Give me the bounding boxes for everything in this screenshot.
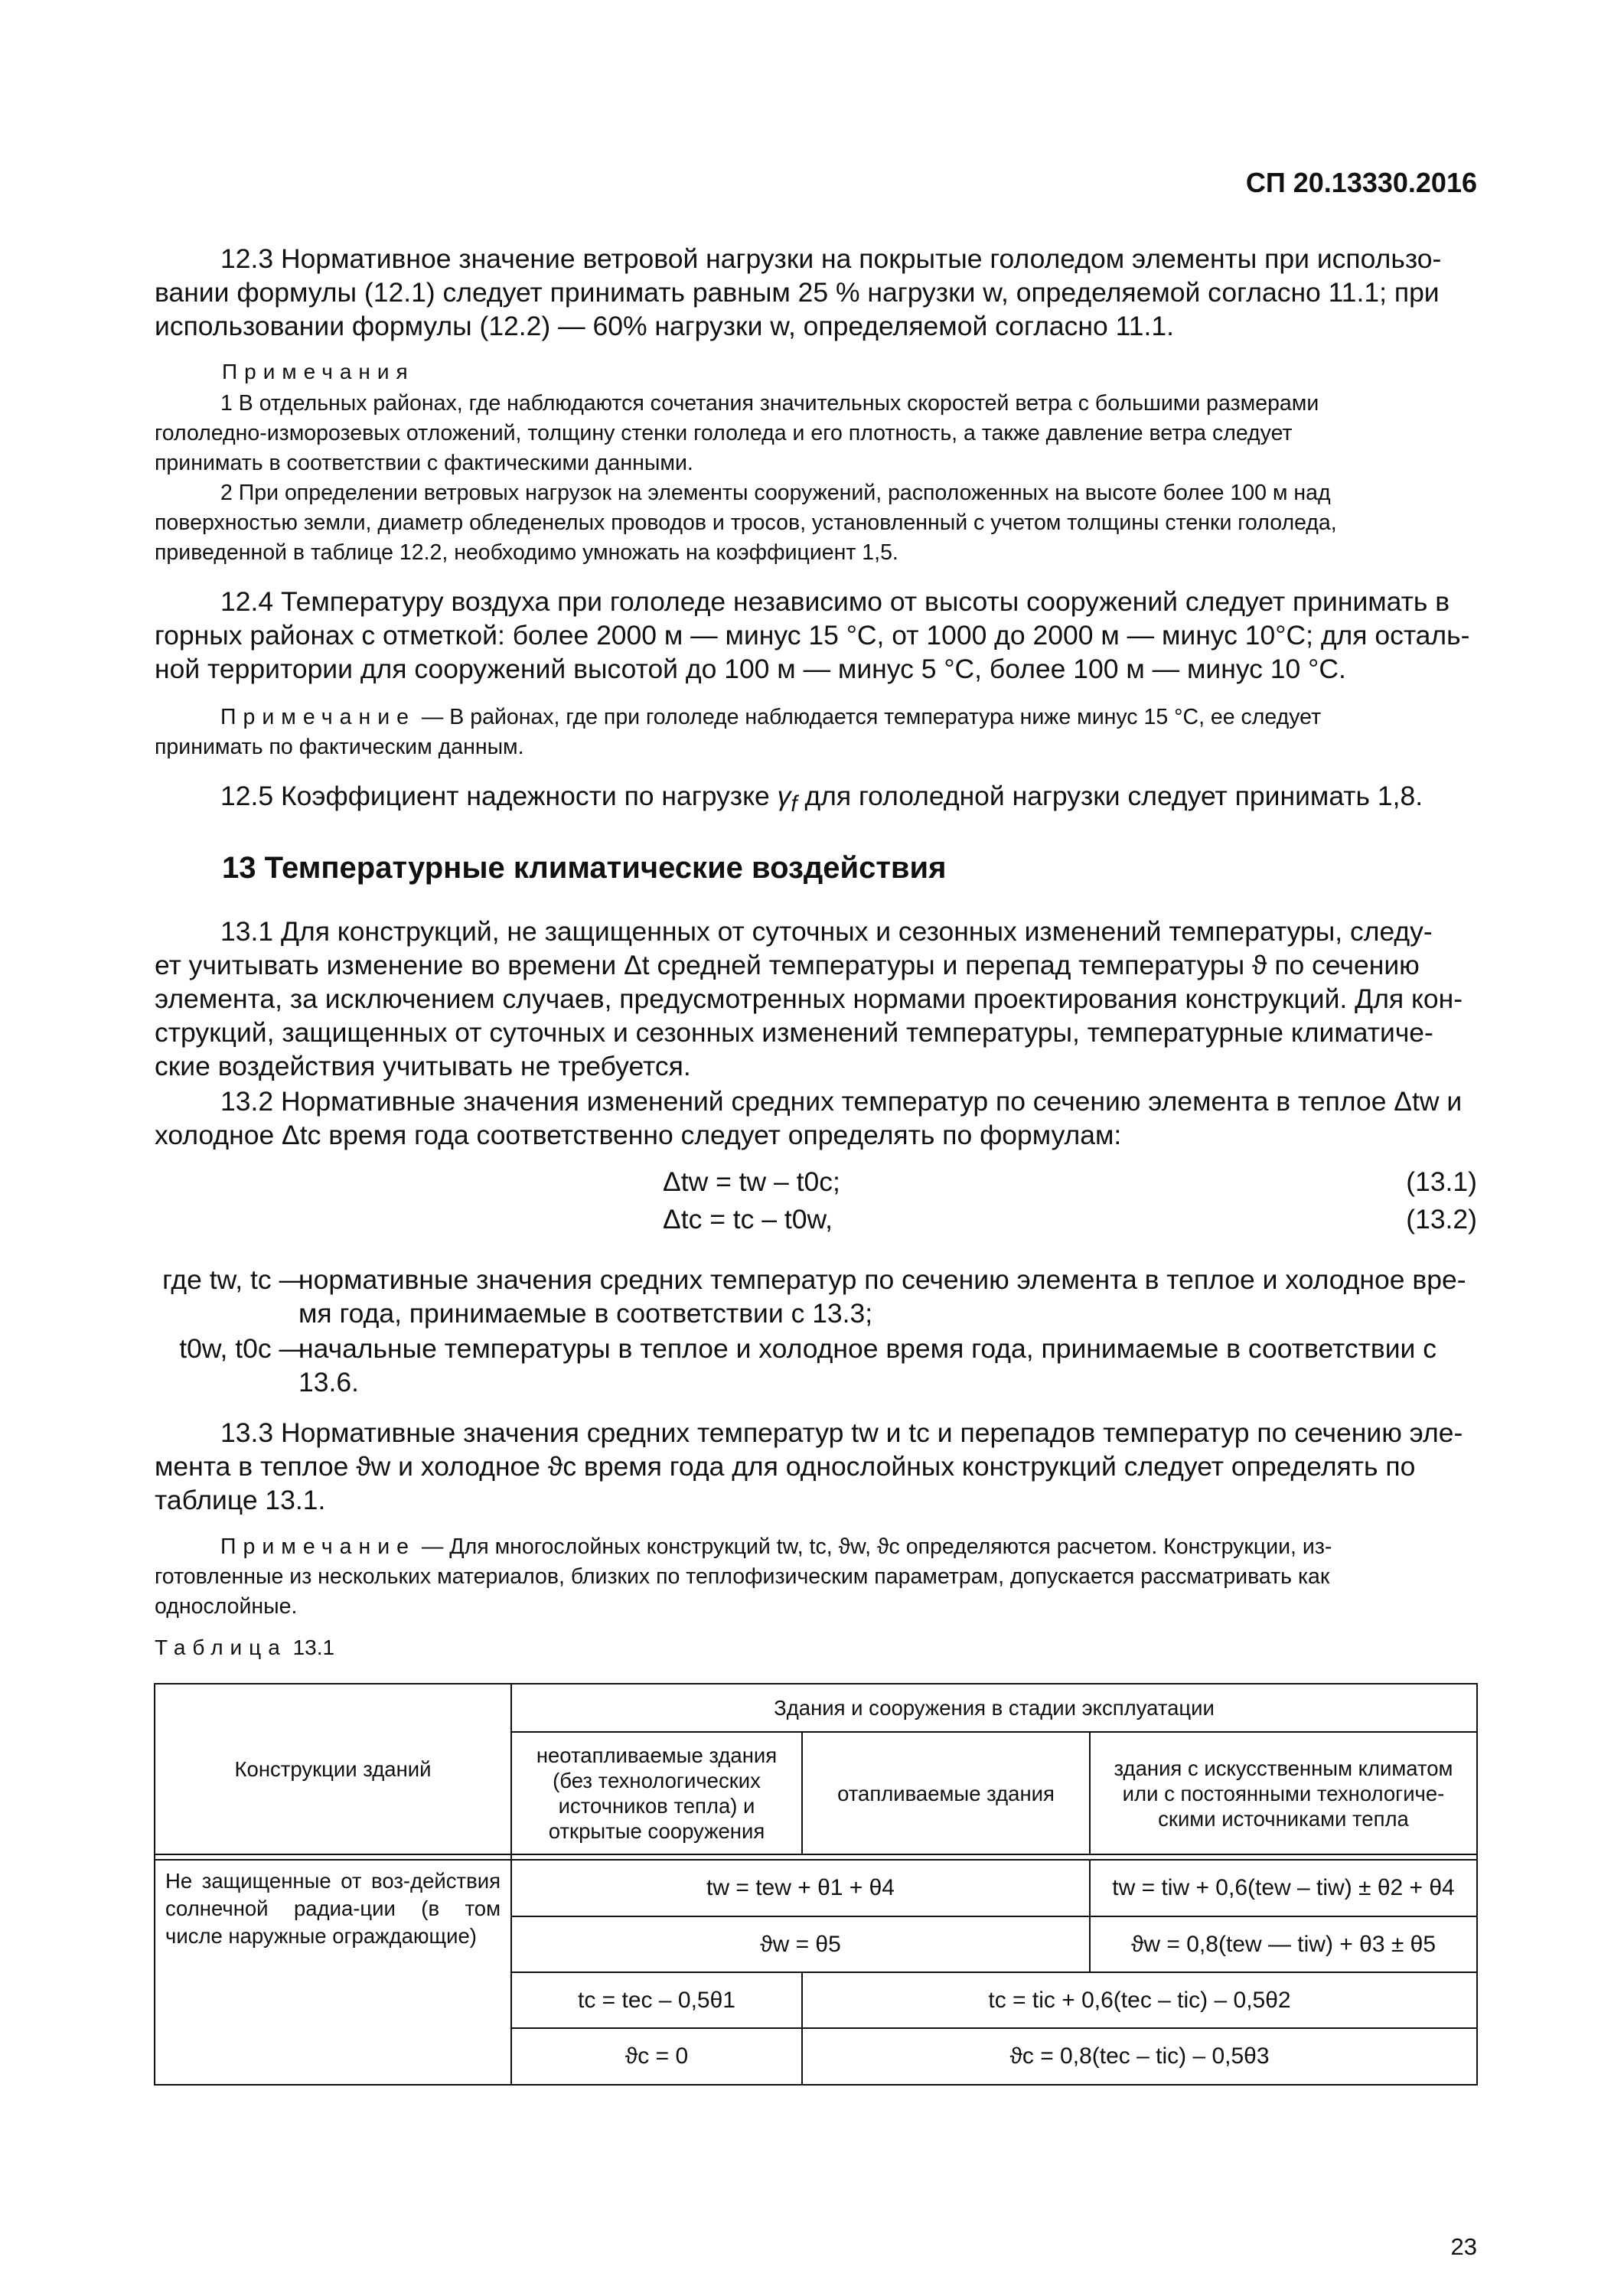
line-text: 13.1 Для конструкций, не защищенных от суточных и сезонных изменений температуры, следу- (220, 916, 1433, 947)
line-text: 12.4 Температуру воздуха при гололеде независимо от высоты сооружений следует принимать в (220, 586, 1450, 617)
line-text: 1 В отдельных районах, где наблюдаются сочетания значительных скоростей ветра с большими размерами (220, 391, 1319, 416)
line-text: 13.3 Нормативные значения средних температур tw и tc и перепадов температур по сечению эле- (220, 1417, 1463, 1448)
formula-13-1-number: (13.1) (1406, 1166, 1477, 1197)
formula-tc-heated-artificial: tc = tic + 0,6(tec – tic) – 0,5θ2 (988, 1987, 1291, 2013)
line-text: — Для многослойных конструкций tw, tc, ϑw, ϑc определяются расчетом. Конструкции, из- (421, 1534, 1332, 1559)
notes-title: Примечания (222, 360, 415, 383)
paragraph-line: таблице 13.1. (155, 1485, 326, 1515)
line-text: 13.2 Нормативные значения изменений средних температур по сечению элемента в теплое Δtw и (220, 1086, 1463, 1117)
paragraph-line: ские воздействия учитывать не требуется. (155, 1051, 691, 1081)
header-structures: Конструкции зданий (234, 1757, 432, 1781)
note-line: принимать в соответствии с фактическими данными. (155, 451, 693, 475)
paragraph-line: ет учитывать изменение во времени Δt средней температуры и перепад температуры ϑ по сечению (155, 950, 1420, 980)
formula-tw-unheated-heated: tw = tew + θ1 + θ4 (706, 1875, 895, 1900)
formula-13-1: Δtw = tw – t0c; (663, 1166, 840, 1197)
paragraph-line: элемента, за исключением случаев, предусмотренных нормами проектирования конструкций. Для кон- (155, 983, 1463, 1014)
note-line: однослойные. (155, 1594, 298, 1619)
where-symbol-2: t0w, t0c — (179, 1333, 306, 1364)
formula-theta-c-unheated: ϑc = 0 (624, 2043, 689, 2069)
formula-theta-w-artificial: ϑw = 0,8(tew — tiw) + θ3 ± θ5 (1130, 1931, 1436, 1957)
table-caption-word: Таблица (155, 1636, 287, 1659)
paragraph-line: мента в теплое ϑw и холодное ϑc время года для однослойных конструкций следует определять по (155, 1451, 1416, 1482)
formula-13-2: Δtc = tc – t0w, (663, 1204, 833, 1234)
document-code: СП 20.13330.2016 (1245, 167, 1477, 198)
where-line: мя года, принимаемые в соответствии с 13.3; (298, 1298, 873, 1329)
note-label: Примечание (220, 705, 416, 729)
line-text: 12.3 Нормативное значение ветровой нагрузки на покрытые гололедом элементы при использо- (220, 243, 1442, 274)
table-caption-number: 13.1 (292, 1636, 335, 1659)
where-line: начальные температуры в теплое и холодное время года, принимаемые в соответствии с (298, 1333, 1436, 1364)
header-unheated: неотапливаемые здания (без технологических источников тепла) и открытые сооружения (536, 1743, 778, 1843)
note-line: поверхностью земли, диаметр обледенелых проводов и тросов, установленный с учетом толщины стенки гололеда, (155, 510, 1337, 535)
note-line: готовленные из нескольких материалов, близких по теплофизическим параметрам, допускается рассматривать как (155, 1564, 1330, 1589)
gamma-symbol: γ (777, 781, 791, 811)
note-line: приведенной в таблице 12.2, необходимо умножать на коэффициент 1,5. (155, 540, 898, 565)
where-line: 13.6. (298, 1367, 359, 1397)
formula-tw-artificial: tw = tiw + 0,6(tew – tiw) ± θ2 + θ4 (1112, 1875, 1455, 1900)
paragraph-line: вании формулы (12.1) следует принимать равным 25 % нагрузки w, определяемой согласно 11.1; при (155, 277, 1440, 308)
paragraph-line: струкций, защищенных от суточных и сезонных изменений температуры, температурные климатиче- (155, 1017, 1433, 1048)
row-label-unprotected: Не защищенные от воз-действия солнечной радиа-ции (в том числе наружные ограждающие) (165, 1869, 501, 1948)
formula-theta-w-unheated-heated: ϑw = θ5 (760, 1931, 841, 1957)
note-line: принимать по фактическим данным. (155, 735, 524, 759)
paragraph-line: холодное Δtc время года соответственно следует определять по формулам: (155, 1120, 1122, 1150)
paragraph-line: использовании формулы (12.2) — 60% нагрузки w, определяемой согласно 11.1. (155, 311, 1174, 341)
note-line: гололедно-изморозевых отложений, толщину стенки гололеда и его плотность, а также давление ветра следует (155, 421, 1293, 445)
line-text: 2 При определении ветровых нагрузок на элементы сооружений, расположенных на высоте более 100 м над (220, 481, 1331, 505)
gamma-subscript: f (791, 791, 797, 817)
section-13-heading: 13 Температурные климатические воздействия (222, 851, 947, 885)
page-number: 23 (1450, 2233, 1477, 2260)
line-text: — В районах, где при гололеде наблюдается температура ниже минус 15 °С, ее следует (421, 705, 1322, 729)
text-before: 12.5 Коэффициент надежности по нагрузке (220, 781, 778, 811)
header-artificial: здания с искусственным климатом или с постоянными технологиче-скими источниками тепла (1114, 1756, 1453, 1831)
header-heated: отапливаемые здания (837, 1781, 1055, 1805)
where-symbol-1: где tw, tc — (162, 1264, 306, 1295)
formula-tc-unheated: tc = tec – 0,5θ1 (578, 1987, 735, 2013)
paragraph-line: ной территории для сооружений высотой до 100 м — минус 5 °С, более 100 м — минус 10 °С. (155, 654, 1346, 684)
where-line: нормативные значения средних температур по сечению элемента в теплое и холодное вре- (298, 1264, 1466, 1295)
note-label: Примечание (220, 1534, 416, 1559)
paragraph-line: горных районах с отметкой: более 2000 м — минус 15 °С, от 1000 до 2000 м — минус 10°С; для осталь- (155, 620, 1470, 651)
formula-theta-c-heated-artificial: ϑc = 0,8(tec – tic) – 0,5θ3 (1009, 2043, 1270, 2069)
header-group: Здания и сооружения в стадии эксплуатации (774, 1696, 1215, 1720)
formula-13-2-number: (13.2) (1406, 1204, 1477, 1234)
text-after: для гололедной нагрузки следует принимать 1,8. (797, 781, 1423, 811)
